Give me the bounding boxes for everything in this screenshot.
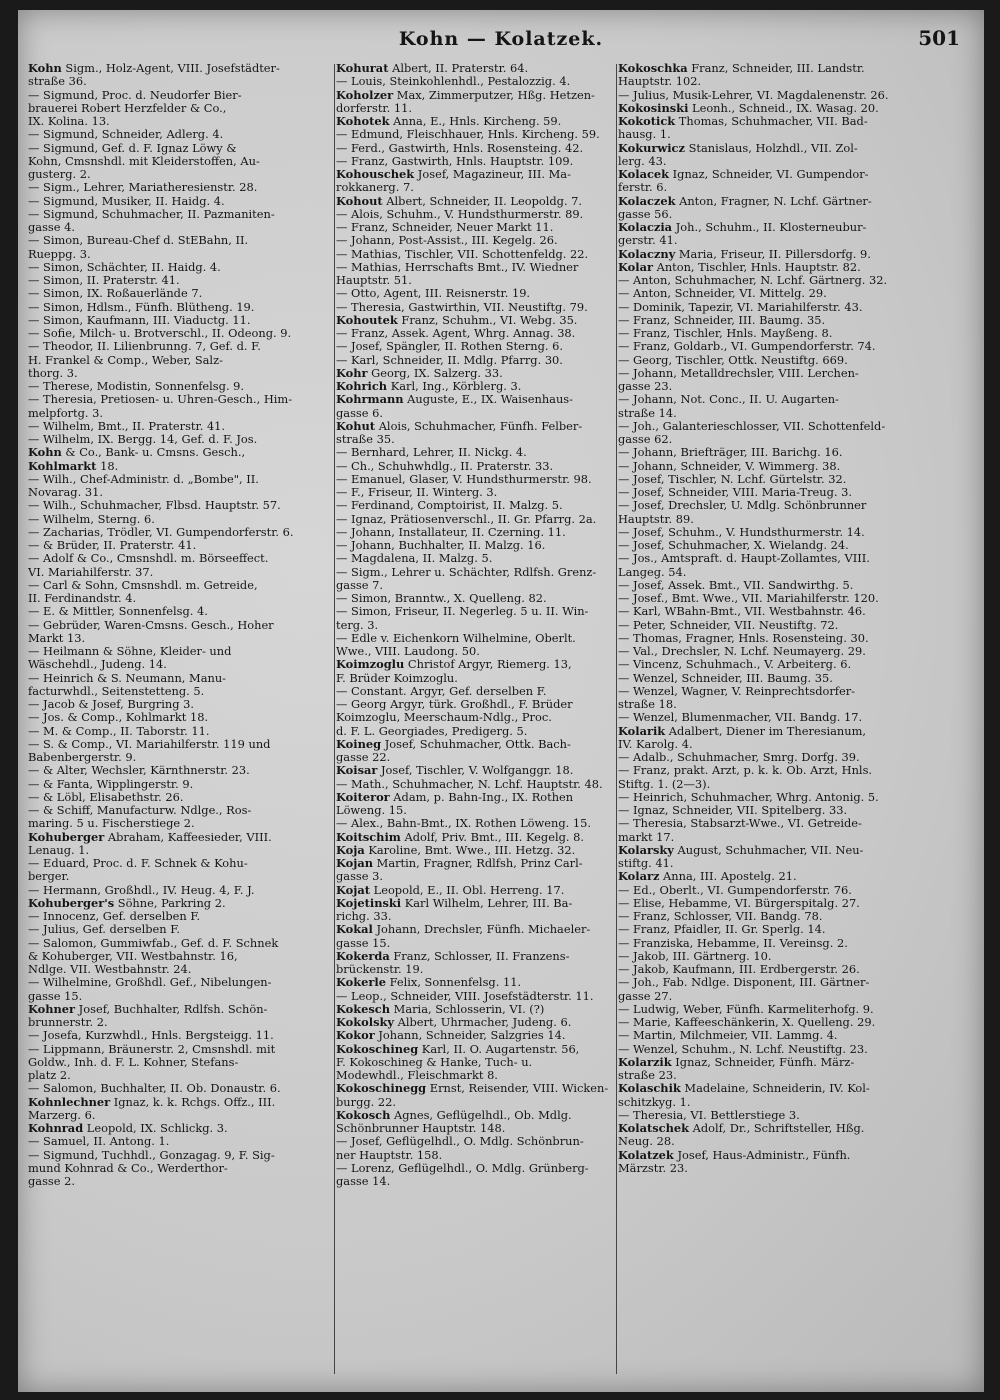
directory-entry-line: — Josef, Drechsler, U. Mdlg. Schönbrunner [618, 499, 867, 513]
directory-entry-line: Kokerda Franz, Schlosser, II. Franzens- [336, 949, 570, 963]
directory-entry-line: burgg. 22. [336, 1095, 397, 1109]
directory-entry-line: maring. 5 u. Fischerstiege 2. [28, 817, 195, 831]
directory-entry-line: — Heilmann & Söhne, Kleider- und [28, 645, 232, 658]
directory-entry-line: — & Schiff, Manufacturw. Ndlge., Ros- [28, 804, 252, 817]
directory-entry-line: — Otto, Agent, III. Reisnerstr. 19. [336, 287, 531, 301]
directory-entry-line: — Simon, Hdlsm., Fünfh. Blütheng. 19. [28, 300, 255, 314]
directory-entry-line: Märzstr. 23. [618, 1161, 688, 1175]
directory-entry-line: Lenaug. 1. [28, 843, 90, 857]
directory-entry-line: Kohnrad Leopold, IX. Schlickg. 3. [28, 1122, 228, 1135]
directory-entry-line: Babenbergerstr. 9. [28, 751, 137, 764]
directory-entry-line: Kolarik Adalbert, Diener im Theresianum, [618, 724, 867, 738]
directory-entry-line: — Gebrüder, Waren-Cmsns. Gesch., Hoher [28, 618, 274, 632]
column-1 [28, 62, 336, 1378]
directory-entry-line: — Vincenz, Schuhmach., V. Arbeiterg. 6. [618, 658, 852, 672]
directory-entry-line: — Wilhelm, IX. Bergg. 14, Gef. d. F. Jos. [28, 433, 258, 446]
directory-entry-line: Kokoschka Franz, Schneider, III. Landstr. [618, 62, 865, 75]
directory-entry-line: markt 17. [618, 830, 675, 844]
directory-entry-line: Marzerg. 6. [28, 1108, 96, 1122]
directory-entry-line: — Eduard, Proc. d. F. Schnek & Kohu- [28, 857, 248, 870]
directory-entry-line: — Sigmund, Schneider, Adlerg. 4. [28, 128, 224, 142]
directory-entry-line: richg. 33. [336, 910, 392, 923]
directory-entry-line: Kohuberger Abraham, Kaffeesieder, VIII. [28, 830, 272, 844]
directory-entry-line: Kokal Johann, Drechsler, Fünfh. Michaeler- [336, 923, 591, 937]
directory-entry-line: gasse 56. [618, 207, 673, 221]
directory-entry-line: Kolatzek Josef, Haus-Administr., Fünfh. [618, 1148, 851, 1162]
directory-entry-line: Wwe., VIII. Laudong. 50. [336, 645, 480, 658]
directory-entry-line: — Elise, Hebamme, VI. Bürgerspitalg. 27. [618, 896, 860, 910]
directory-entry-line: — Hermann, Großhdl., IV. Heug. 4, F. J. [28, 883, 255, 897]
directory-entry-line: — Zacharias, Trödler, VI. Gumpendorferstr. 6. [28, 525, 294, 539]
directory-entry-line: — Heinrich, Schuhmacher, Whrg. Antonig. 5. [618, 790, 879, 804]
directory-entry-line: Kohrich Karl, Ing., Körblerg. 3. [336, 380, 522, 393]
directory-entry-line: Rueppg. 3. [28, 247, 91, 261]
directory-entry-line: — Franz, prakt. Arzt, p. k. k. Ob. Arzt, Hnls. [618, 764, 873, 778]
directory-entry-line: Schönbrunner Hauptstr. 148. [336, 1122, 506, 1135]
directory-entry-line: Koisar Josef, Tischler, V. Wolfganggr. 18. [336, 764, 574, 778]
directory-entry-line: schitzkyg. 1. [618, 1095, 691, 1109]
directory-entry-line: — M. & Comp., II. Taborstr. 11. [28, 724, 210, 738]
directory-entry-line: — Franziska, Hebamme, II. Vereinsg. 2. [618, 936, 848, 950]
directory-entry-line: Modewhdl., Fleischmarkt 8. [336, 1069, 498, 1082]
directory-entry-line: — Simon, Bureau-Chef d. StEBahn, II. [28, 234, 249, 248]
directory-entry-line: Kohn Sigm., Holz-Agent, VIII. Josefstädter- [28, 62, 280, 75]
directory-entry-line: berger. [28, 870, 70, 884]
directory-entry-line: Kohotek Anna, E., Hnls. Kircheng. 59. [336, 115, 562, 128]
directory-entry-line: — S. & Comp., VI. Mariahilferstr. 119 und [28, 737, 271, 751]
directory-entry-line: — Joh., Galanterieschlosser, VII. Schottenfeld- [618, 419, 886, 433]
directory-entry-line: — Sigmund, Tuchhdl., Gonzagag. 9, F. Sig- [28, 1148, 275, 1162]
directory-entry-line: Kohrmann Auguste, E., IX. Waisenhaus- [336, 393, 574, 407]
directory-entry-line: gasse 62. [618, 433, 673, 446]
directory-entry-line: Koineg Josef, Schuhmacher, Ottk. Bach- [336, 737, 571, 751]
directory-entry-line: Goldw., Inh. d. F. L. Kohner, Stefans- [28, 1055, 239, 1069]
directory-entry-line: & Kohuberger, VII. Westbahnstr. 16, [28, 949, 238, 963]
directory-entry-line: — Jakob, III. Gärtnerg. 10. [618, 949, 772, 963]
directory-entry-line: — Therese, Modistin, Sonnenfelsg. 9. [28, 380, 245, 393]
directory-entry-line: — Alex., Bahn-Bmt., IX. Rothen Löweng. 15. [336, 817, 591, 831]
directory-entry-line: — Wenzel, Schuhm., N. Lchf. Neustiftg. 23. [618, 1042, 868, 1056]
directory-entry-line: — Simon, Schächter, II. Haidg. 4. [28, 260, 221, 274]
directory-entry-line: Kohout Albert, Schneider, II. Leopoldg. 7. [336, 194, 583, 208]
directory-entry-line: gasse 14. [336, 1175, 391, 1188]
directory-entry-line: — Sigm., Lehrer, Mariatheresienstr. 28. [28, 181, 258, 195]
directory-entry-line: — Sigm., Lehrer u. Schächter, Rdlfsh. Grenz- [336, 565, 597, 579]
directory-entry-line: — Georg, Tischler, Ottk. Neustiftg. 669. [618, 353, 848, 367]
directory-entry-line: d. F. L. Georgiades, Predigerg. 5. [336, 724, 528, 738]
directory-entry-line: — Georg Argyr, türk. Großhdl., F. Brüder [336, 698, 573, 711]
directory-entry-line: — Josef, Schneider, VIII. Maria-Treug. 3. [618, 486, 853, 499]
directory-entry-line: Kojan Martin, Fragner, Rdlfsh, Prinz Carl- [336, 857, 583, 870]
directory-entry-line: Kolaczny Maria, Friseur, II. Pillersdorfg. 9. [618, 247, 871, 261]
directory-entry-line: — E. & Mittler, Sonnenfelsg. 4. [28, 605, 208, 619]
directory-entry-line: — Karl, Schneider, II. Mdlg. Pfarrg. 30. [336, 353, 563, 367]
directory-entry-line: — Franz, Schlosser, VII. Bandg. 78. [618, 910, 823, 923]
directory-entry-line: — Wenzel, Wagner, V. Reinprechtsdorfer- [618, 684, 856, 698]
directory-entry-line: Kokor Johann, Schneider, Salzgries 14. [336, 1029, 566, 1043]
directory-entry-line: Kokotick Thomas, Schuhmacher, VII. Bad- [618, 115, 868, 128]
directory-entry-line: Kojetinski Karl Wilhelm, Lehrer, III. Ba- [336, 896, 573, 910]
directory-entry-line: — Simon, Kaufmann, III. Viaductg. 11. [28, 313, 251, 327]
directory-entry-line: — Franz, Schneider, III. Baumg. 35. [618, 313, 826, 327]
directory-entry-line: — Theresia, Pretiosen- u. Uhren-Gesch., Him- [28, 393, 293, 407]
directory-entry-line: — Wilhelm, Sterng. 6. [28, 512, 155, 526]
directory-entry-line: Kohr Georg, IX. Salzerg. 33. [336, 366, 503, 380]
directory-entry-line: — Julius, Gef. derselben F. [28, 923, 180, 937]
directory-entry-line: — Josef, Schuhmacher, X. Wielandg. 24. [618, 539, 849, 552]
directory-entry-line: Koiteror Adam, p. Bahn-Ing., IX. Rothen [336, 790, 574, 804]
directory-entry-line: straße 36. [28, 75, 87, 89]
directory-entry-line: Kohuberger's Söhne, Parkring 2. [28, 896, 226, 910]
directory-entry-line: Kohner Josef, Buchhalter, Rdlfsh. Schön- [28, 1002, 268, 1016]
directory-entry-line: — Simon, II. Praterstr. 41. [28, 274, 180, 287]
directory-entry-line: — Simon, IX. Roßauerlände 7. [28, 287, 203, 301]
column-2 [336, 62, 638, 1378]
directory-entry-line: — Martin, Milchmeier, VII. Lammg. 4. [618, 1029, 838, 1043]
directory-entry-line: ner Hauptstr. 158. [336, 1148, 443, 1162]
directory-entry-line: — Heinrich & S. Neumann, Manu- [28, 671, 227, 685]
directory-entry-line: — Jakob, Kaufmann, III. Erdbergerstr. 26. [618, 963, 860, 976]
directory-entry-line: — Ed., Oberlt., VI. Gumpendorferstr. 76. [618, 883, 852, 897]
directory-entry-line: — Josef., Bmt. Wwe., VII. Mariahilferstr. 120. [618, 592, 879, 605]
directory-entry-line: gasse 22. [336, 751, 391, 764]
directory-entry-line: — Salomon, Buchhalter, II. Ob. Donaustr. 6. [28, 1082, 281, 1096]
directory-entry-line: — Franz, Goldarb., VI. Gumpendorferstr. 74. [618, 340, 876, 354]
directory-entry-line: — Theresia, Stabsarzt-Wwe., VI. Getreide- [618, 817, 862, 831]
directory-entry-line: Kokoschineg Karl, II. O. Augartenstr. 56, [336, 1042, 580, 1056]
running-head: Kohn — Kolatzek. [398, 28, 604, 50]
directory-entry-line: — Johann, Installateur, II. Czerning. 11. [336, 525, 566, 539]
directory-entry-line: Kohlmarkt 18. [28, 459, 119, 473]
directory-entry-line: rokkanerg. 7. [336, 181, 414, 195]
directory-entry-line: ferstr. 6. [618, 181, 668, 195]
directory-entry-line: — Magdalena, II. Malzg. 5. [336, 552, 493, 566]
directory-entry-line: — Edle v. Eichenkorn Wilhelmine, Oberlt. [336, 631, 576, 645]
directory-entry-line: — Mathias, Tischler, VII. Schottenfeldg. 22. [336, 247, 589, 261]
directory-entry-line: Kolar Anton, Tischler, Hnls. Hauptstr. 82. [618, 260, 861, 274]
directory-entry-line: Markt 13. [28, 631, 86, 645]
directory-entry-line: Kohurat Albert, II. Praterstr. 64. [336, 62, 529, 75]
directory-entry-line: — Wilh., Schuhmacher, Flbsd. Hauptstr. 57. [28, 499, 281, 513]
directory-entry-line: F. Brüder Koimzoglu. [336, 671, 458, 685]
directory-entry-line: Kolacek Ignaz, Schneider, VI. Gumpendor- [618, 168, 869, 181]
directory-entry-line: — Josefa, Kurzwhdl., Hnls. Bergsteigg. 11. [28, 1029, 274, 1043]
directory-entry-line: — Simon, Friseur, II. Negerleg. 5 u. II. Win- [336, 605, 589, 619]
directory-entry-line: — Julius, Musik-Lehrer, VI. Magdalenenstr. 26. [618, 88, 889, 102]
directory-entry-line: — Sofie, Milch- u. Brotverschl., II. Odeong. 9. [28, 327, 292, 340]
directory-entry-line: — Dominik, Tapezir, VI. Mariahilferstr. 43. [618, 300, 863, 314]
directory-entry-line: — Marie, Kaffeeschänkerin, X. Quelleng. 29. [618, 1016, 876, 1029]
directory-entry-line: — Sigmund, Proc. d. Neudorfer Bier- [28, 88, 242, 102]
directory-entry-line: IV. Karolg. 4. [618, 737, 693, 751]
directory-entry-line: Kokerle Felix, Sonnenfelsg. 11. [336, 976, 522, 990]
directory-entry-line: H. Frankel & Comp., Weber, Salz- [28, 353, 223, 367]
directory-entry-line: thorg. 3. [28, 366, 78, 380]
directory-entry-line: — Josef, Assek. Bmt., VII. Sandwirthg. 5. [618, 578, 854, 592]
directory-entry-line: — Johann, Buchhalter, II. Malzg. 16. [336, 539, 546, 552]
directory-entry-line: — Sigmund, Gef. d. F. Ignaz Löwy & [28, 141, 237, 155]
directory-entry-line: — Lippmann, Bräunerstr. 2, Cmsnshdl. mit [28, 1042, 276, 1056]
directory-entry-line: — Peter, Schneider, VII. Neustiftg. 72. [618, 618, 839, 632]
directory-entry-line: Kokoschinegg Ernst, Reisender, VIII. Wicken- [336, 1082, 609, 1096]
directory-entry-line: — Franz, Gastwirth, Hnls. Hauptstr. 109. [336, 154, 574, 168]
directory-entry-line: gerstr. 41. [618, 234, 678, 248]
directory-entry-line: Kolarsky August, Schuhmacher, VII. Neu- [618, 843, 864, 857]
directory-entry-line: — Ferdinand, Comptoirist, II. Malzg. 5. [336, 499, 563, 513]
directory-entry-line: — Johann, Not. Conc., II. U. Augarten- [618, 393, 839, 407]
directory-entry-line: Kokesch Maria, Schlosserin, VI. (?) [336, 1002, 545, 1016]
directory-entry-line: Langeg. 54. [618, 565, 687, 579]
page-number: 501 [918, 26, 960, 50]
directory-entry-line: Neug. 28. [618, 1135, 675, 1149]
directory-entry-line: Koholzer Max, Zimmerputzer, Hßg. Hetzen- [336, 88, 595, 102]
directory-entry-line: melpfortg. 3. [28, 406, 103, 420]
directory-entry-line: — Franz, Pfaidler, II. Gr. Sperlg. 14. [618, 923, 826, 937]
directory-entry-line: gasse 6. [336, 406, 384, 420]
directory-entry-line: — Lorenz, Geflügelhdl., O. Mdlg. Grünberg- [336, 1161, 589, 1175]
directory-entry-line: Wäschehdl., Judeng. 14. [28, 658, 167, 672]
directory-entry-line: F. Kokoschineg & Hanke, Tuch- u. [336, 1055, 533, 1069]
directory-entry-line: — Edmund, Fleischhauer, Hnls. Kircheng. 59. [336, 128, 600, 142]
directory-entry-line: straße 14. [618, 406, 677, 420]
directory-entry-line: Löweng. 15. [336, 804, 407, 817]
directory-entry-line: Kojat Leopold, E., II. Obl. Herreng. 17. [336, 883, 565, 897]
directory-entry-line: — Thomas, Fragner, Hnls. Rosensteing. 30. [618, 631, 869, 645]
directory-entry-line: lerg. 43. [618, 154, 667, 168]
directory-entry-line: straße 23. [618, 1069, 677, 1082]
directory-entry-line: — Wenzel, Schneider, III. Baumg. 35. [618, 671, 833, 685]
directory-entry-line: — Wilh., Chef-Administr. d. „Bombe", II. [28, 472, 259, 486]
directory-entry-line: — Math., Schuhmacher, N. Lchf. Hauptstr. 48. [336, 777, 603, 791]
directory-entry-line: Koja Karoline, Bmt. Wwe., III. Hetzg. 32. [336, 843, 576, 857]
directory-entry-line: Kohoutek Franz, Schuhm., VI. Webg. 35. [336, 313, 578, 327]
directory-entry-line: — Ludwig, Weber, Fünfh. Karmeliterhofg. 9. [618, 1002, 874, 1016]
directory-entry-line: — Ignaz, Schneider, VII. Spitelberg. 33. [618, 804, 848, 817]
directory-entry-line: — Alois, Schuhm., V. Hundsthurmerstr. 89. [336, 207, 584, 221]
directory-entry-line: — Johann, Post-Assist., III. Kegelg. 26. [336, 234, 558, 248]
directory-entry-line: Kolaczia Joh., Schuhm., II. Klosterneubur- [618, 221, 867, 234]
directory-entry-line: — Jos., Amtspraft. d. Haupt-Zollamtes, VIII. [618, 552, 870, 566]
directory-entry-line: hausg. 1. [618, 128, 671, 142]
directory-entry-line: Hauptstr. 102. [618, 75, 702, 89]
directory-entry-line: Kokosinski Leonh., Schneid., IX. Wasag. 20. [618, 101, 879, 115]
directory-entry-line: — Johann, Metalldrechsler, VIII. Lerchen- [618, 366, 859, 380]
directory-entry-line: — Samuel, II. Antong. 1. [28, 1135, 170, 1149]
column-3 [618, 62, 924, 1378]
directory-entry-line: gasse 15. [336, 936, 391, 950]
directory-entry-line: — Louis, Steinkohlenhdl., Pestalozzig. 4. [336, 75, 571, 89]
directory-entry-line: — Sigmund, Musiker, II. Haidg. 4. [28, 194, 225, 208]
directory-entry-line: — Jos. & Comp., Kohlmarkt 18. [28, 711, 209, 725]
directory-entry-line: brückenstr. 19. [336, 963, 424, 976]
directory-entry-line: Kokosch Agnes, Geflügelhdl., Ob. Mdlg. [336, 1108, 572, 1122]
directory-entry-line: gasse 23. [618, 380, 673, 393]
directory-entry-line: — & Brüder, II. Praterstr. 41. [28, 539, 197, 552]
directory-entry-line: — Sigmund, Schuhmacher, II. Pazmaniten- [28, 207, 275, 221]
directory-entry-line: platz 2. [28, 1069, 71, 1082]
directory-entry-line: — Constant. Argyr, Gef. derselben F. [336, 684, 547, 698]
directory-entry-line: — Ferd., Gastwirth, Hnls. Rosensteing. 42. [336, 141, 584, 155]
directory-entry-line: — & Fanta, Wipplingerstr. 9. [28, 777, 194, 791]
directory-entry-line: — Anton, Schuhmacher, N. Lchf. Gärtnerg. 32. [618, 274, 888, 287]
directory-entry-line: brunnerstr. 2. [28, 1016, 108, 1029]
directory-entry-line: — Adolf & Co., Cmsnshdl. m. Börseeffect. [28, 552, 269, 566]
directory-entry-line: straße 18. [618, 698, 677, 711]
directory-entry-line: — & Löbl, Elisabethstr. 26. [28, 790, 184, 804]
directory-entry-line: — Josef, Geflügelhdl., O. Mdlg. Schönbrun- [336, 1135, 584, 1149]
directory-entry-line: Hauptstr. 51. [336, 274, 412, 287]
directory-entry-line: — Joh., Fab. Ndlge. Disponent, III. Gärtner- [618, 976, 870, 990]
directory-entry-line: II. Ferdinandstr. 4. [28, 592, 137, 605]
directory-entry-line: — Josef, Tischler, N. Lchf. Gürtelstr. 32. [618, 472, 847, 486]
directory-entry-line: — Bernhard, Lehrer, II. Nickg. 4. [336, 446, 527, 460]
directory-entry-line: Kolarz Anna, III. Apostelg. 21. [618, 870, 797, 884]
directory-entry-line: — Ch., Schuhwhdlg., II. Praterstr. 33. [336, 459, 554, 473]
directory-entry-line: IX. Kolina. 13. [28, 115, 110, 128]
directory-entry-line: brauerei Robert Herzfelder & Co., [28, 101, 227, 115]
directory-entry-line: — Simon, Branntw., X. Quelleng. 82. [336, 592, 547, 605]
directory-entry-line: — Salomon, Gummiwfab., Gef. d. F. Schnek [28, 936, 279, 950]
directory-entry-line: — Franz, Tischler, Hnls. Mayßeng. 8. [618, 327, 833, 340]
directory-entry-line: — Josef, Spängler, II. Rothen Sterng. 6. [336, 340, 563, 354]
directory-entry-line: gasse 3. [336, 870, 384, 884]
directory-entry-line: Kokolsky Albert, Uhrmacher, Judeng. 6. [336, 1016, 572, 1029]
directory-entry-line: Stiftg. 1. (2—3). [618, 777, 711, 791]
directory-entry-line: — Emanuel, Glaser, V. Hundsthurmerstr. 98. [336, 472, 592, 486]
page-header [18, 24, 984, 64]
directory-entry-line: gasse 4. [28, 221, 76, 234]
directory-entry-line: Koimzoglu Christof Argyr, Riemerg. 13, [336, 658, 572, 672]
directory-entry-line: Koimzoglu, Meerschaum-Ndlg., Proc. [336, 711, 552, 725]
directory-entry-line: Ndlge. VII. Westbahnstr. 24. [28, 963, 192, 976]
directory-entry-line: gasse 2. [28, 1175, 76, 1188]
directory-entry-line: — Theresia, Gastwirthin, VII. Neustiftg. 79. [336, 300, 588, 314]
directory-page [18, 10, 984, 1392]
directory-entry-line: — Ignaz, Prätiosenverschl., II. Gr. Pfarrg. 2a. [336, 512, 597, 526]
directory-entry-line: facturwhdl., Seitenstetteng. 5. [28, 684, 205, 698]
directory-entry-line: — Carl & Sohn, Cmsnshdl. m. Getreide, [28, 578, 258, 592]
directory-entry-line: — Wilhelm, Bmt., II. Praterstr. 41. [28, 419, 226, 433]
directory-entry-line: terg. 3. [336, 618, 379, 632]
directory-entry-line: stiftg. 41. [618, 857, 674, 870]
directory-entry-line: dorferstr. 11. [336, 101, 412, 115]
directory-entry-line: Novarag. 31. [28, 486, 103, 499]
directory-entry-line: — Leop., Schneider, VIII. Josefstädterstr. 11. [336, 989, 594, 1003]
directory-entry-line: Kolarzik Ignaz, Schneider, Fünfh. März- [618, 1055, 855, 1069]
directory-entry-line: Kohut Alois, Schuhmacher, Fünfh. Felber- [336, 419, 583, 433]
directory-entry-line: — Franz, Schneider, Neuer Markt 11. [336, 221, 554, 234]
directory-entry-line: straße 35. [336, 433, 395, 446]
directory-entry-line: — Theresia, VI. Bettlerstiege 3. [618, 1108, 800, 1122]
directory-entry-line: — Johann, Schneider, V. Wimmerg. 38. [618, 459, 841, 473]
directory-entry-line: — F., Friseur, II. Winterg. 3. [336, 486, 498, 499]
directory-entry-line: Kolaczek Anton, Fragner, N. Lchf. Gärtner- [618, 194, 872, 208]
directory-entry-line: — Franz, Assek. Agent, Whrg. Annag. 38. [336, 327, 576, 340]
directory-entry-line: gasse 27. [618, 989, 673, 1003]
directory-entry-line: — Jacob & Josef, Burgring 3. [28, 698, 194, 711]
directory-entry-line: Kohouschek Josef, Magazineur, III. Ma- [336, 168, 571, 181]
directory-entry-line: — Karl, WBahn-Bmt., VII. Westbahnstr. 46. [618, 605, 866, 619]
directory-entry-line: gusterg. 2. [28, 168, 91, 181]
directory-entry-line: Kolaschik Madelaine, Schneiderin, IV. Kol- [618, 1082, 870, 1096]
directory-entry-line: — Wenzel, Blumenmacher, VII. Bandg. 17. [618, 711, 863, 725]
directory-entry-line: mund Kohnrad & Co., Werderthor- [28, 1161, 228, 1175]
directory-entry-line: gasse 7. [336, 578, 384, 592]
directory-entry-line: Hauptstr. 89. [618, 512, 694, 526]
directory-entry-line: — Johann, Briefträger, III. Barichg. 16. [618, 446, 843, 460]
directory-entry-line: — Innocenz, Gef. derselben F. [28, 910, 201, 923]
directory-entry-line: Kohn, Cmsnshdl. mit Kleiderstoffen, Au- [28, 154, 260, 168]
directory-entry-line: VI. Mariahilferstr. 37. [28, 565, 154, 579]
directory-entry-line: Kohn & Co., Bank- u. Cmsns. Gesch., [28, 446, 246, 460]
directory-entry-line: — Anton, Schneider, VI. Mittelg. 29. [618, 287, 827, 301]
directory-entry-line: — Wilhelmine, Großhdl. Gef., Nibelungen- [28, 976, 272, 990]
directory-entry-line: Kokurwicz Stanislaus, Holzhdl., VII. Zol- [618, 141, 858, 155]
directory-entry-line: — Theodor, II. Lilienbrunng. 7, Gef. d. F. [28, 340, 261, 354]
directory-entry-line: — Val., Drechsler, N. Lchf. Neumayerg. 29. [618, 645, 866, 658]
directory-entry-line: — Adalb., Schuhmacher, Smrg. Dorfg. 39. [618, 751, 860, 764]
directory-entry-line: — Mathias, Herrschafts Bmt., IV. Wiedner [336, 260, 579, 274]
directory-entry-line: Koitschim Adolf, Priv. Bmt., III. Kegelg. 8. [336, 830, 584, 844]
directory-entry-line: gasse 15. [28, 989, 83, 1003]
directory-entry-line: Kohnlechner Ignaz, k. k. Rchgs. Offz., III. [28, 1095, 276, 1109]
directory-entry-line: — Josef, Schuhm., V. Hundsthurmerstr. 14. [618, 525, 865, 539]
directory-entry-line: Kolatschek Adolf, Dr., Schriftsteller, Hßg. [618, 1122, 865, 1135]
directory-entry-line: — & Alter, Wechsler, Kärnthnerstr. 23. [28, 764, 250, 778]
